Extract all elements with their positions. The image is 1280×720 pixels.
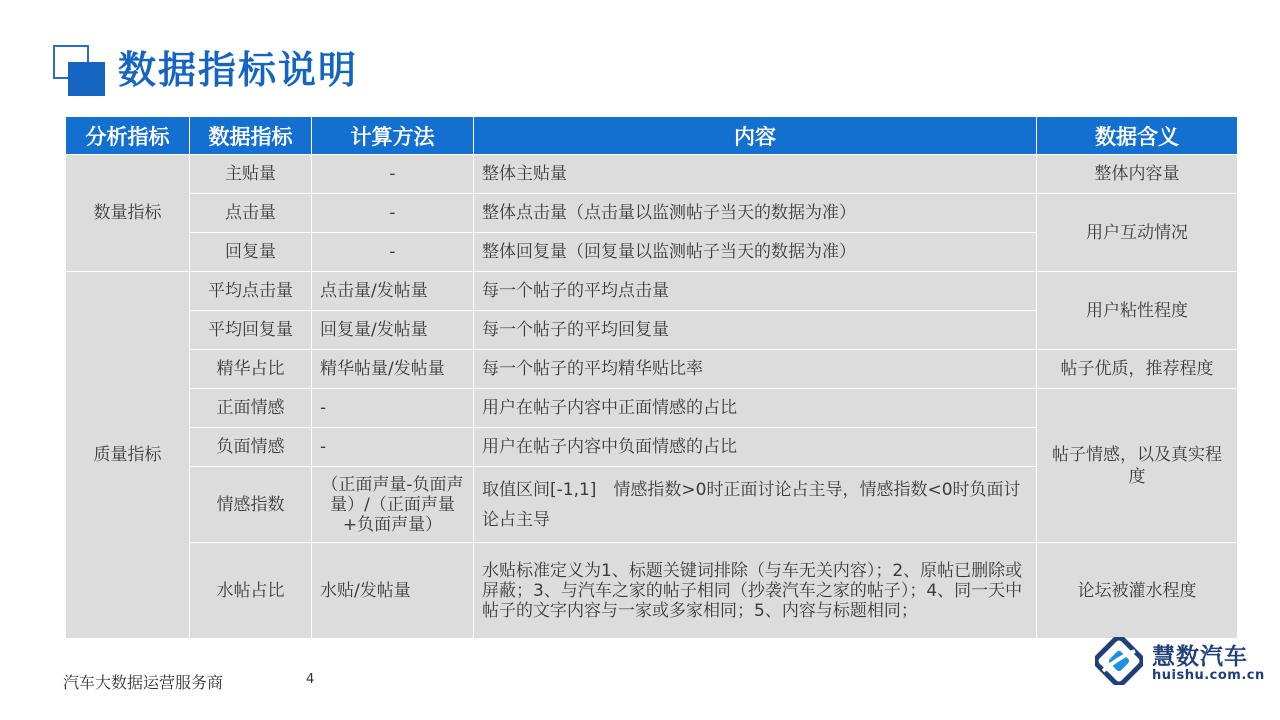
content-cell: 用户在帖子内容中负面情感的占比 [474,428,1037,467]
table-row [66,350,1238,389]
content-cell: 整体点击量（点击量以监测帖子当天的数据为准） [474,194,1037,233]
brand-logo-icon [1095,637,1143,685]
method-cell: - [312,389,474,428]
metric-cell: 负面情感 [190,428,312,467]
title-decoration-block [68,62,105,96]
meaning-cell: 整体内容量 [1037,155,1238,194]
metric-cell: 平均回复量 [190,311,312,350]
meaning-cell: 用户粘性程度 [1037,272,1238,350]
metric-cell: 精华占比 [190,350,312,389]
header-data-metric: 数据指标 [190,117,312,155]
method-cell: - [312,194,474,233]
method-cell: 回复量/发帖量 [312,311,474,350]
group-cell-quality: 质量指标 [66,272,190,639]
brand-domain: huishu.com.cn [1152,668,1265,683]
method-cell: 点击量/发帖量 [312,272,474,311]
group-cell-quantity: 数量指标 [66,155,190,272]
content-cell: 每一个帖子的平均回复量 [474,311,1037,350]
page-title: 数据指标说明 [118,48,359,92]
method-cell: - [312,155,474,194]
page-number: 4 [306,672,315,687]
meaning-cell: 用户互动情况 [1037,194,1238,272]
content-cell: 每一个帖子的平均精华贴比率 [474,350,1037,389]
content-cell: 水贴标准定义为1、标题关键词排除（与车无关内容）；2、原帖已删除或屏蔽；3、与汽车之家的帖子相同（抄袭汽车之家的帖子）；4、同一天中帖子的文字内容与一家或多家相同；5、内容与标题相同； [474,543,1037,639]
table-header-row [66,117,1238,155]
header-calc-method: 计算方法 [312,117,474,155]
metric-cell: 正面情感 [190,389,312,428]
brand-name: 慧数汽车 [1152,644,1248,670]
method-cell: - [312,233,474,272]
method-cell: 水贴/发帖量 [312,543,474,639]
metric-cell: 情感指数 [190,467,312,543]
table-row [66,543,1238,639]
content-cell: 每一个帖子的平均点击量 [474,272,1037,311]
method-cell: 精华帖量/发帖量 [312,350,474,389]
header-meaning: 数据含义 [1037,117,1238,155]
meaning-cell: 帖子情感，以及真实程度 [1037,389,1238,543]
table-row [66,272,1238,311]
content-cell: 整体回复量（回复量以监测帖子当天的数据为准） [474,233,1037,272]
footer-tagline: 汽车大数据运营服务商 [63,673,224,692]
header-analysis-metric: 分析指标 [66,117,190,155]
meaning-cell: 论坛被灌水程度 [1037,543,1238,639]
metric-cell: 点击量 [190,194,312,233]
table-row [66,194,1238,233]
content-cell: 用户在帖子内容中正面情感的占比 [474,389,1037,428]
metric-cell: 平均点击量 [190,272,312,311]
method-cell: （正面声量-负面声量）/（正面声量+负面声量） [312,467,474,543]
metrics-table [65,116,1238,639]
content-cell: 取值区间[-1,1] 情感指数>0时正面讨论占主导，情感指数<0时负面讨论占主导 [474,467,1037,543]
metric-cell: 主贴量 [190,155,312,194]
meaning-cell: 帖子优质，推荐程度 [1037,350,1238,389]
content-cell: 整体主贴量 [474,155,1037,194]
metric-cell: 回复量 [190,233,312,272]
method-cell: - [312,428,474,467]
table-row [66,389,1238,428]
header-content: 内容 [474,117,1037,155]
metric-cell: 水帖占比 [190,543,312,639]
table-row [66,155,1238,194]
